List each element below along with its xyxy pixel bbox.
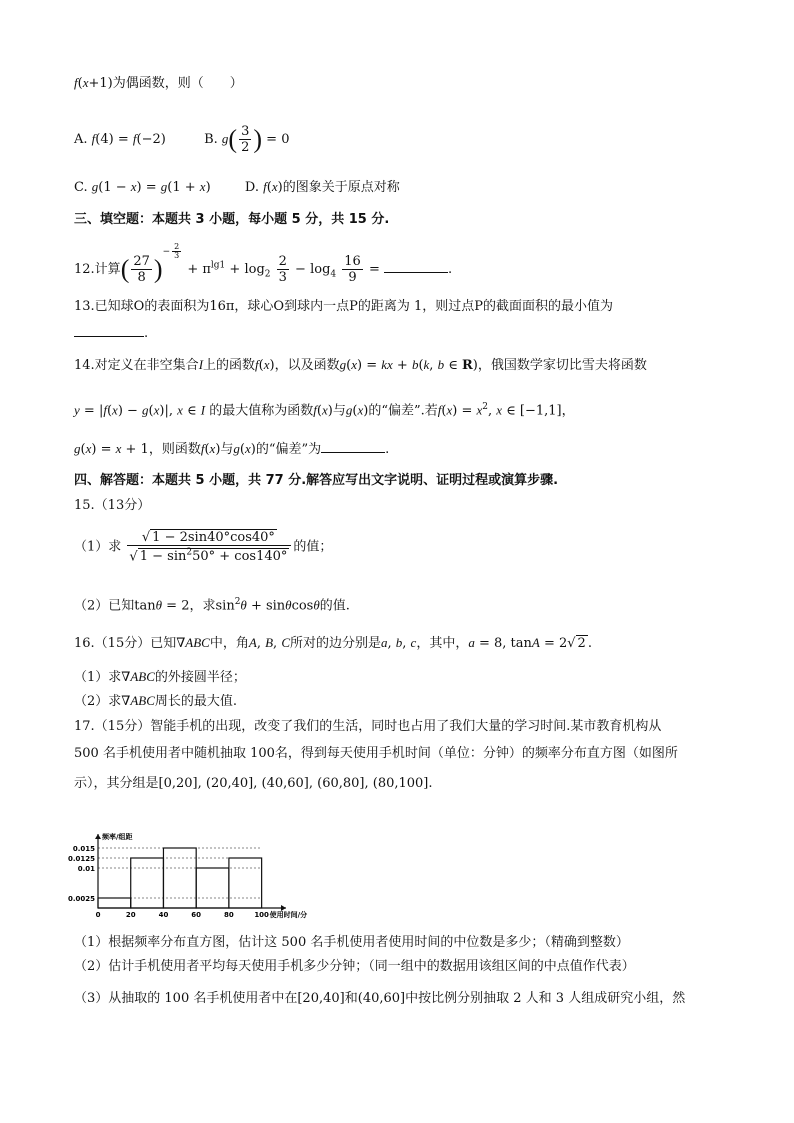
- y-tick-label: 0.01: [77, 865, 95, 873]
- histogram-bar: [229, 858, 262, 908]
- q12: 12.计算( $\frac{27}{8}$ )$^{- \frac{2}{3}}$ + $\pi^{lg1} + \log_2$ $\frac{2}{3}$ − $\log_4$ $\frac{16}{9}$ = .: [74, 241, 453, 285]
- x-tick-label: 100: [254, 911, 269, 919]
- q16-stem: 16.（15分）已知∇ABC中，角A, B, C所对的边分别是a, b, c，其中，a = 8, tanA = 2√ 2 .: [74, 635, 592, 651]
- q17-part2: （2）估计手机使用者平均每天使用手机多少分钟；（同一组中的数据用该组区间的中点值作代表）: [74, 959, 635, 974]
- x-tick-label: 20: [125, 911, 136, 919]
- q16-part1: （1）求∇ABC的外接圆半径；: [74, 669, 246, 685]
- q11-options-cd: [74, 178, 400, 197]
- q13-text: 13.已知球O的表面积为16π，球心O到球内一点P的距离为 1，则过点P的截面面积的最小值为: [74, 299, 613, 314]
- histogram-bar: [163, 848, 196, 908]
- option-b: B. g( $\frac{3}{2}$ ) = 0: [204, 124, 290, 155]
- q17-line2: 500 名手机使用者中随机抽取 100名，得到每天使用手机时间（单位：分钟）的频率分布直方图（如图所: [74, 746, 678, 761]
- section3-heading: 三、填空题：本题共 3 小题，每小题 5 分，共 15 分.: [74, 212, 390, 227]
- q15-header: 15.（13分）: [74, 498, 151, 513]
- y-axis-label: 频率/组距: [102, 833, 133, 841]
- y-axis-arrow: [95, 834, 101, 839]
- x-tick-label: 40: [158, 911, 169, 919]
- q17-part3: （3）从抽取的 100 名手机使用者中在[20,40]和(40,60]中按比例分别抽取 2 人和 3 人组成研究小组，然: [74, 991, 686, 1006]
- q15-part2: （2）已知tanθ = 2，求$\sin^2\theta + \sin\theta\cos\theta$的值.: [74, 597, 350, 614]
- y-tick-label: 0.015: [72, 845, 95, 853]
- option-a: A. f(4) = f(−2): [74, 131, 170, 147]
- q17-part1: （1）根据频率分布直方图，估计这 500 名手机使用者使用时间的中位数是多少；（精确到整数）: [74, 935, 629, 950]
- x-tick-label: 0: [95, 911, 101, 919]
- x-axis-label: 使用时间/分: [269, 911, 308, 919]
- option-c: C. g(1 − x) = g(1 + x): [74, 179, 215, 195]
- q14-line1: 14.对定义在非空集合I上的函数f(x)，以及函数g(x) = kx + b(k, b ∈ R)，俄国数学家切比雪夫将函数: [74, 357, 647, 373]
- q15-part1: （1）求 $\frac{√ 1 - 2\sin 40^\circ\cos 40^\circ}{√ 1 - \sin^250^\circ + \cos 140^\circ}$ 的值；: [74, 530, 333, 565]
- option-d: D. f(x)的图象关于原点对称: [244, 179, 400, 195]
- histogram-bar: [131, 858, 164, 908]
- q14-line2: y = |f(x) − g(x)|, x ∈ I 的最大值称为函数f(x)与g(x)的“偏差”.若$f(x) = x^2$, x ∈ [−1,1]，: [74, 402, 575, 419]
- histogram-chart: [67, 830, 308, 922]
- q14-line3: g(x) = x + 1，则函数f(x)与g(x)的“偏差”为 .: [74, 441, 390, 457]
- x-tick-label: 80: [224, 911, 234, 919]
- section4-heading: 四、解答题：本题共 5 小题，共 77 分.解答应写出文字说明、证明过程或演算步骤.: [74, 473, 559, 488]
- histogram-bar: [196, 868, 229, 908]
- q11-stem: f(x+1)为偶函数，则（ ）: [74, 75, 243, 91]
- q17-line3: 示），其分组是[0,20], (20,40], (40,60], (60,80], (80,100].: [74, 776, 433, 791]
- q13-blank: .: [74, 324, 148, 343]
- q17-line1: 17.（15分）智能手机的出现，改变了我们的生活，同时也占用了我们大量的学习时间.某市教育机构从: [74, 719, 662, 734]
- histogram-bar: [98, 898, 131, 908]
- q16-part2: （2）求∇ABC周长的最大值.: [74, 693, 238, 709]
- x-tick-label: 60: [191, 911, 202, 919]
- y-tick-label: 0.0125: [67, 855, 95, 863]
- q11-options-ab: [74, 124, 289, 155]
- y-tick-label: 0.0025: [67, 895, 95, 903]
